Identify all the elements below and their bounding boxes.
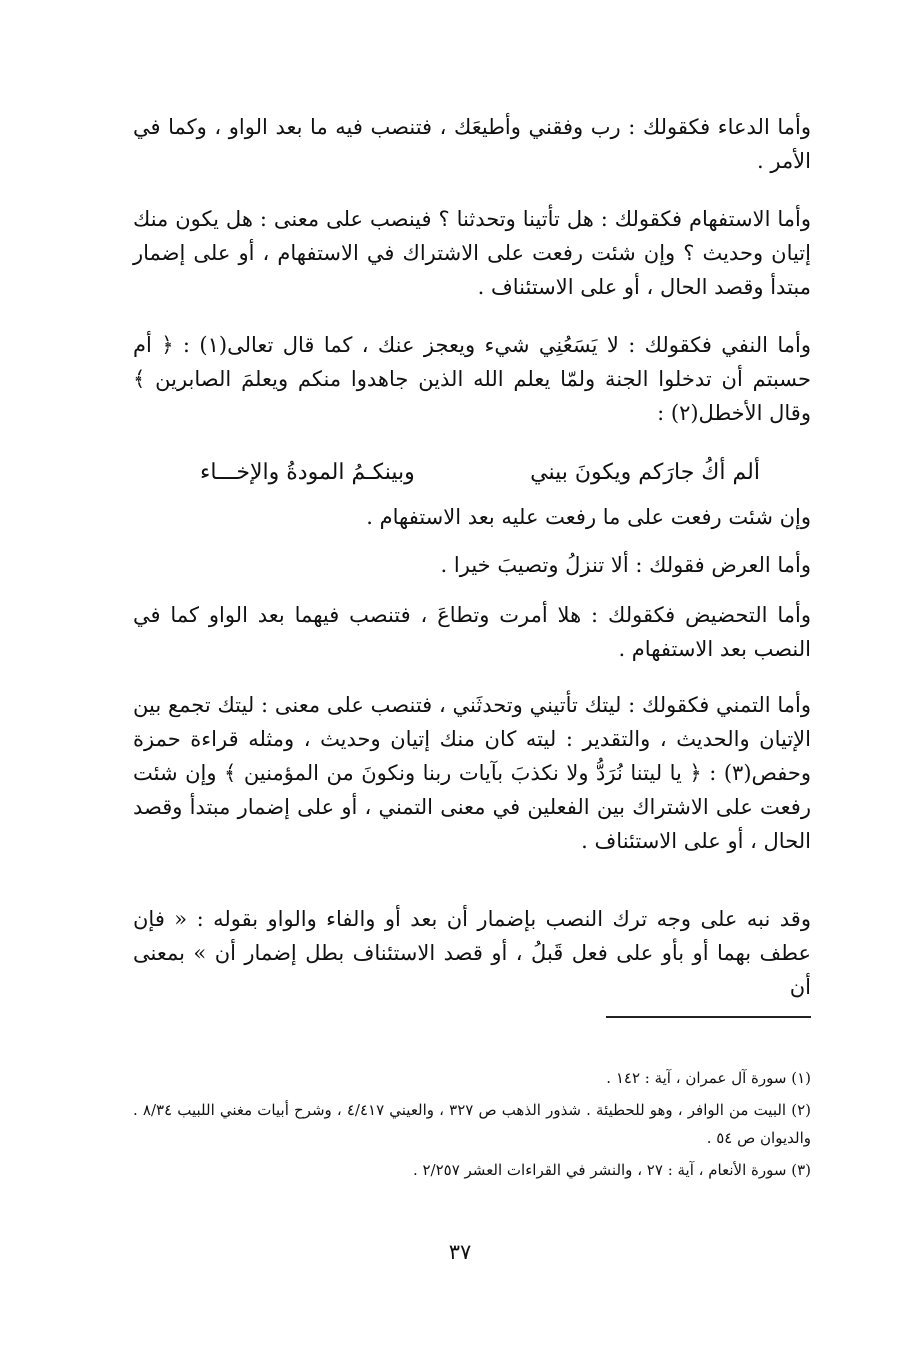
footnote-3: (٣) سورة الأنعام ، آية : ٢٧ ، والنشر في القراءات العشر ٢/٢٥٧ . bbox=[412, 1161, 811, 1179]
verse-second-hemistich: وبينكـمُ المودةُ والإخـــاء bbox=[200, 460, 415, 485]
paragraph-dua: وأما الدعاء فكقولك : رب وفقني وأطيعَك ، فتنصب فيه ما بعد الواو ، وكما في الأمر . bbox=[133, 115, 811, 173]
paragraph-ard: وأما العرض فقولك : ألا تنزلُ وتصيبَ خيرا . bbox=[440, 553, 811, 577]
paragraph-raf: وإن شئت رفعت على ما رفعت عليه بعد الاستفهام . bbox=[366, 505, 811, 529]
footnote-1: (١) سورة آل عمران ، آية : ١٤٢ . bbox=[606, 1069, 811, 1087]
poetry-verse bbox=[200, 456, 760, 490]
paragraph-istifham: وأما الاستفهام فكقولك : هل تأتينا وتحدثنا ؟ فينصب على معنى : هل يكون منك إتيان وحديث ؟ وإن شئت رفعت على الاشتراك في الاستفهام ، أو على إضمار مبتدأ وقصد الحال ، أو على الاستئناف . bbox=[133, 207, 811, 299]
footnote-divider bbox=[606, 1016, 811, 1018]
footnote-2: (٢) البيت من الوافر ، وهو للحطيئة . شذور الذهب ص ٣٢٧ ، والعيني ٤/٤١٧ ، وشرح أبيات مغني اللبيب ٨/٣٤ . والديوان ص ٥٤ . bbox=[133, 1101, 811, 1147]
paragraph-tamanni: وأما التمني فكقولك : ليتك تأتيني وتحدثَني ، فتنصب على معنى : ليتك تجمع بين الإتيان والحديث ، والتقدير : ليته كان منك إتيان وحديث ، ومثله قراءة حمزة وحفص(٣) : ﴿ يا ليتنا نُرَدُّ ولا نكذبَ بآيات ربنا ونكونَ من المؤمنين ﴾ وإن شئت رفعت على الاشتراك بين الفعلين في معنى التمني ، أو على إضمار مبتدأ وقصد الحال ، أو على الاستئناف . bbox=[133, 693, 811, 853]
page-number: ٣٧ bbox=[448, 1240, 472, 1264]
verse-first-hemistich: ألم أكُ جارَكم ويكونَ بيني bbox=[530, 460, 760, 485]
paragraph-tahdid: وأما التحضيض فكقولك : هلا أمرت وتطاعَ ، فتنصب فيهما بعد الواو كما في النصب بعد الاستفهام . bbox=[133, 603, 811, 661]
paragraph-nafy: وأما النفي فكقولك : لا يَسَعُنِي شيء ويعجز عنك ، كما قال تعالى(١) : ﴿ أم حسبتم أن تدخلوا الجنة ولمّا يعلم الله الذين جاهدوا منكم ويعلمَ الصابرين ﴾ وقال الأخطل(٢) : bbox=[133, 333, 811, 425]
paragraph-tanbih: وقد نبه على وجه ترك النصب بإضمار أن بعد أو والفاء والواو بقوله : « فإن عطف بهما أو بأو على فعل قَبلُ ، أو قصد الاستئناف بطل إضمار أن » بمعنى أن bbox=[133, 907, 811, 999]
